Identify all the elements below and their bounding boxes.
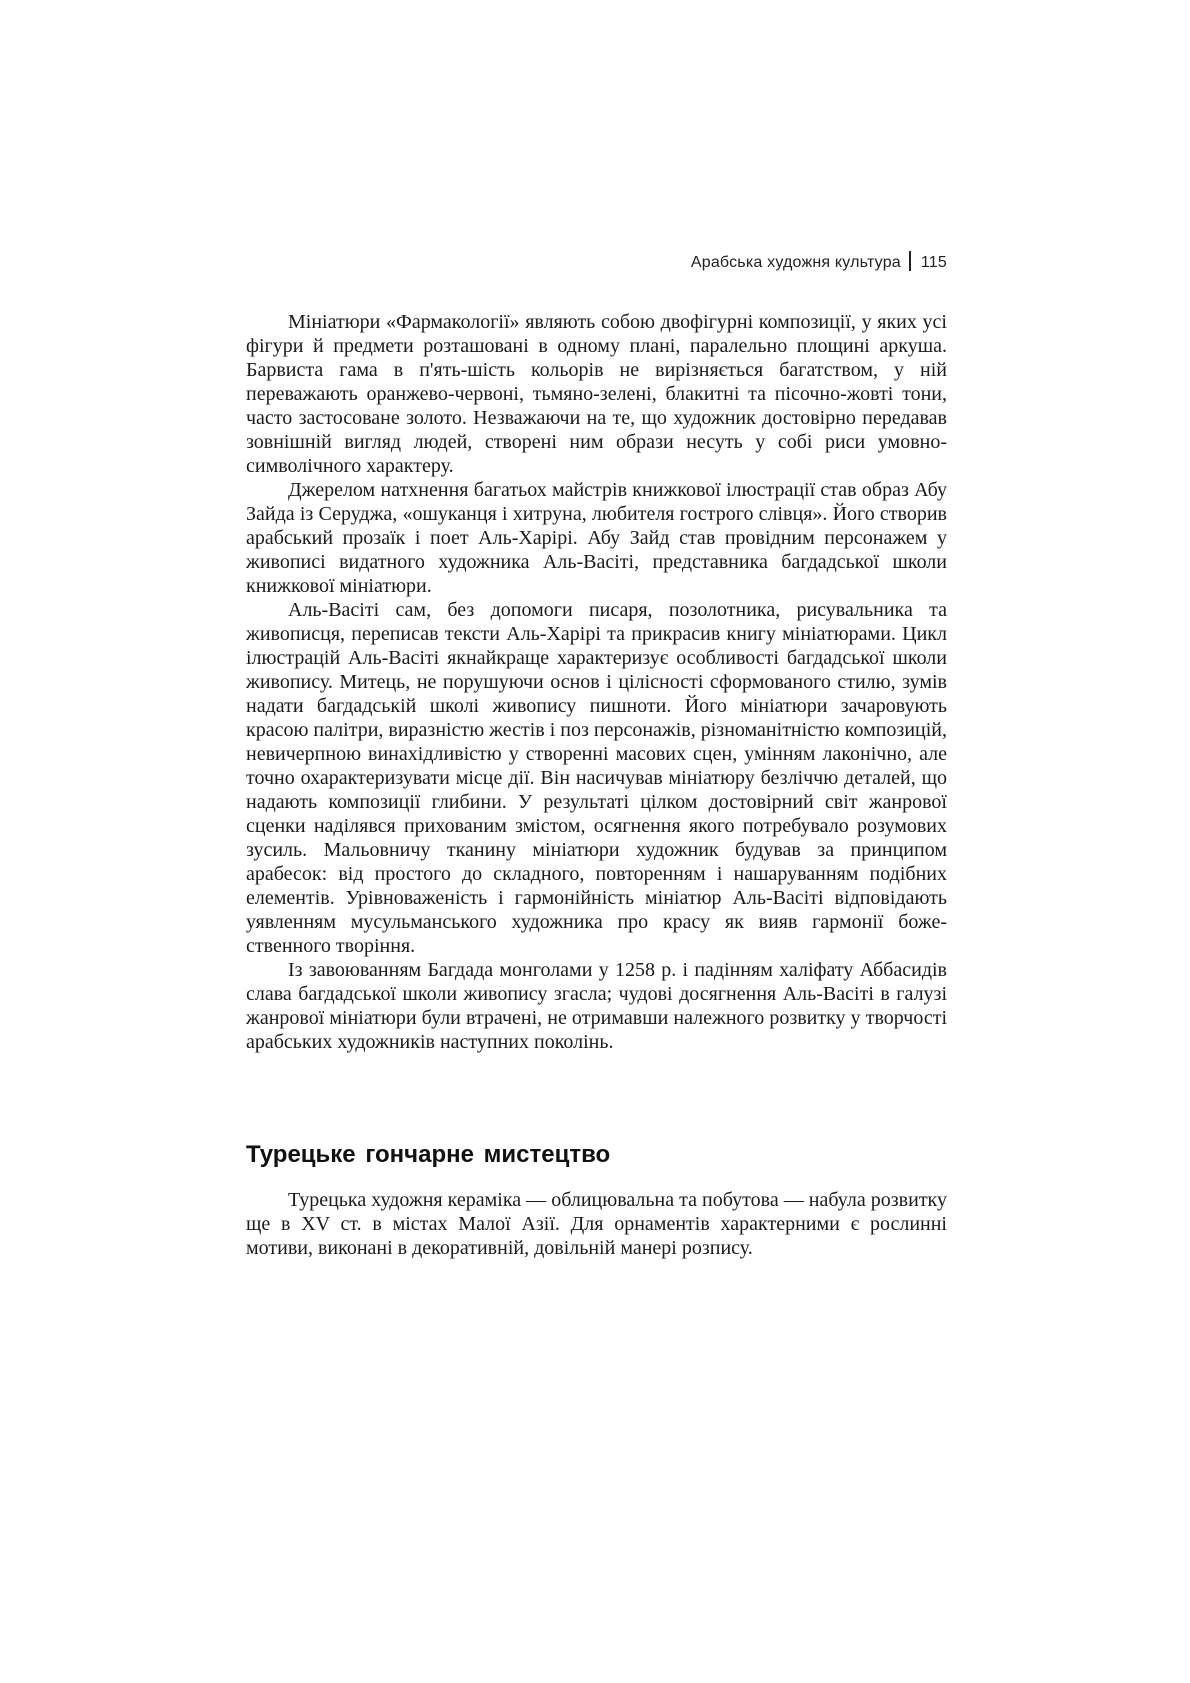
paragraph: Аль-Васіті сам, без допомоги писаря, позолотника, рисувальника та живописця, переписав тексти Аль-Харірі та прикрасив книгу мініатюрами. Цикл ілюстрацій Аль-Васіті якнайкраще характеризує особливості багдадської школи живопису. Митець, не порушуючи основ і цілісності сформованого стилю, зумів надати багдадській школі живопису пишноти. Його мініатюри зачаровують красою палітри, виразністю жестів і поз персонажів, різноманітністю композицій, невичерпною винахідливістю у створенні масових сцен, умінням лаконічно, але точно охарактеризувати місце дії. Він насичував мініатюру безліччю деталей, що надають композиції глибини. У результаті цілком достовірний світ жанрової сценки наділявся прихованим змістом, осягнення якого потребувало розумових зусиль. Мальовничу тканину мініатюри художник будував за принципом арабесок: від простого до складного, повторенням і нашаруванням подібних елементів. Урівноваженість і гармонійність мініатюр Аль-Васіті відповідають уявленням мусульманського художника про красу як вияв гармонії божественного творіння.	[246, 599, 947, 957]
running-head	[246, 250, 947, 276]
page-number: 115	[920, 254, 947, 271]
running-title: Арабська художня культура	[690, 254, 901, 271]
section-arab-miniature	[246, 310, 947, 1054]
paragraph: Із завоюванням Багдада монголами у 1258 р. і падінням халіфату Аббасидів слава багдадської школи живопису згасла; чудові досягнення Аль-Васіті в галузі жанрової мініатюри були втрачені, не отримавши належного розвитку у творчості арабських художників наступних поколінь.	[246, 959, 947, 1053]
paragraph: Турецька художня кераміка — облицювальна та побутова — набула розвитку ще в XV ст. в містах Малої Азії. Для орнаментів характерними є рослинні мотиви, виконані в декоративній, довільній манері розпису.	[246, 1189, 947, 1259]
section-turkish-pottery	[246, 1188, 947, 1260]
header-separator	[909, 251, 911, 271]
section-title: Турецьке гончарне мистецтво	[246, 1141, 611, 1168]
paragraph: Джерелом натхнення багатьох майстрів книжкової ілюстрації став образ Абу Зайда із Серуджа, «ошуканця і хитруна, любителя гострого слівця». Його створив арабський прозаїк і поет Аль-Харірі. Абу Зайд став провідним персонажем у живописі видатного художника Аль-Васіті, представника багдадської школи книжкової мініатюри.	[246, 479, 947, 597]
paragraph: Мініатюри «Фармакології» являють собою двофігурні композиції, у яких усі фігури й предмети розташовані в одному плані, паралельно площині аркуша. Барвиста гама в п'ять-шість кольорів не вирізняється багатством, у ній переважають оранжево-червоні, тьмяно-зелені, блакитні та пісочно-жовті тони, часто застосоване золото. Незважаючи на те, що художник достовірно передавав зовнішній вигляд людей, створені ним образи несуть у собі риси умовно-символічного характеру.	[246, 311, 947, 477]
book-page	[246, 250, 947, 1260]
